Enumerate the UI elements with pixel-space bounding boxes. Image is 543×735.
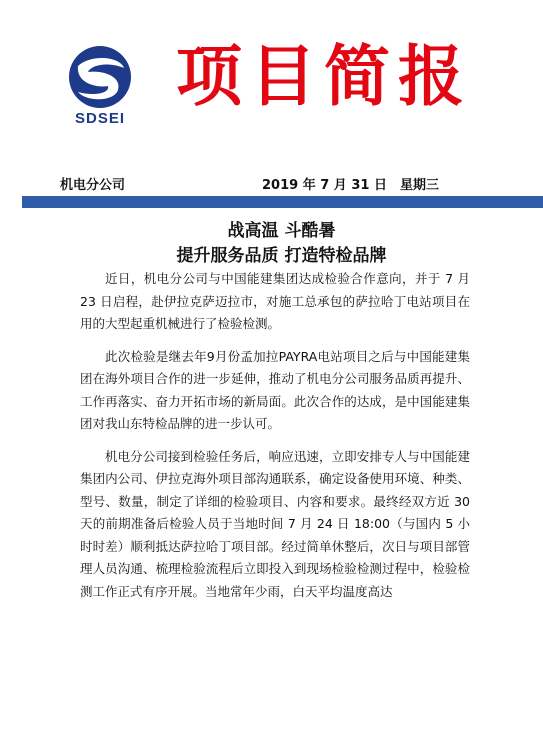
paragraph: 近日，机电分公司与中国能建集团达成检验合作意向，并于 7 月 23 日启程，赴伊拉克萨迈拉市，对施工总承包的萨拉哈丁电站项目在用的大型起重机械进行了检验检测。 [80,271,470,331]
logo-emblem-icon [58,44,142,110]
article-body [80,268,470,613]
newsletter-title: 项目简报 [176,38,472,115]
company-logo [58,44,142,134]
issue-date: 2019 年 7 月 31 日 星期三 [262,178,439,193]
article-title-line1: 战高温 斗酷暑 [227,221,336,241]
paragraph: 此次检验是继去年9月份孟加拉PAYRA电站项目之后与中国能建集团在海外项目合作的进一步延伸，推动了机电分公司服务品质再提升、工作再落实、奋力开拓市场的新局面。此次合作的达成，是中国能建集团对我山东特检品牌的进一步认可。 [80,348,470,431]
company-name: 机电分公司 [60,178,126,193]
paragraph: 机电分公司接到检验任务后，响应迅速，立即安排专人与中国能建集团内公司、伊拉克海外项目部沟通联系，确定设备使用环境、种类、型号、数量，制定了详细的检验项目、内容和要求。最终经双方近 30 天的前期准备后检验人员于当地时间 7 月 24 日 18:00（与国内 5 小时时差）顺利抵达萨拉哈丁项目部。经过简单休整后，次日与项目部管理人员沟通、梳理检验流程后立即投入到现场检验检测过程中，检验检测工作正式有序开展。当地常年少雨，白天平均温度高达 [80,448,470,599]
header-divider-band [22,196,543,208]
logo-text: SDSEI [74,110,125,127]
article-title-line2: 提升服务品质 打造特检品牌 [176,246,387,266]
